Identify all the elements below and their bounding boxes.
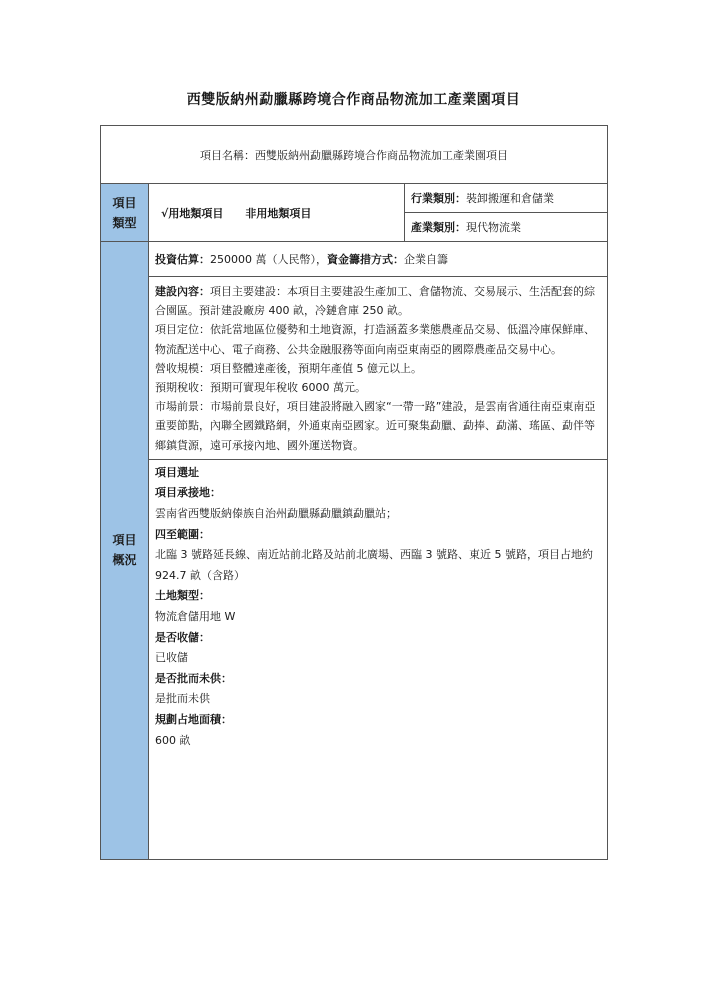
land-type-value: 物流倉儲用地 W xyxy=(155,609,236,623)
market-paragraph: 市場前景：市場前景良好，項目建設將融入國家“一帶一路”建設，是雲南省通往南亞東南亞重要節點，內聯全國鐵路網，外通東南亞國家。近可聚集勐臘、勐捧、勐滿、瑤區、勐伴等鄉鎮貨源，遠可承接內地、國外運送物資。 xyxy=(155,400,596,452)
document-title: 西雙版納州勐臘縣跨境合作商品物流加工產業園項目 xyxy=(186,92,521,108)
project-table xyxy=(100,125,608,860)
construction-content-cell xyxy=(149,277,608,460)
boundary-value: 北臨 3 號路延長線、南近站前北路及站前北廣場、西臨 3 號路、東近 5 號路，項目占地約 924.7 畝（含路） xyxy=(155,548,593,582)
project-name-label: 項目名稱： xyxy=(200,148,255,162)
acquired-label: 是否收儲： xyxy=(155,630,210,644)
project-type-options xyxy=(149,184,405,242)
project-name-cell xyxy=(101,126,608,184)
investment-row xyxy=(101,242,608,277)
approved-not-supplied-label: 是否批而未供： xyxy=(155,671,232,685)
construction-value: 項目主要建設：本項目主要建設生產加工、倉儲物流、交易展示、生活配套的綜合園區。預計建設廠房 400 畝，冷鏈倉庫 250 畝。 xyxy=(155,285,595,318)
project-name-row xyxy=(101,126,608,184)
sector-category-cell xyxy=(405,213,608,242)
nonland-project-option: 非用地類項目 xyxy=(245,206,312,220)
acquired-value: 已收儲 xyxy=(155,651,188,665)
approved-not-supplied-value: 是批而未供 xyxy=(155,692,210,706)
project-type-row-1 xyxy=(101,184,608,213)
tax-paragraph: 預期稅收：預期可實現年稅收 6000 萬元。 xyxy=(155,381,366,395)
investment-cell xyxy=(149,242,608,277)
project-type-side-label: 項目 類型 xyxy=(101,184,149,242)
positioning-paragraph: 項目定位：依託當地區位優勢和土地資源，打造涵蓋多業態農產品交易、低溫冷庫保鮮庫、物流配送中心、電子商務、公共金融服務等面向南亞東南亞的國際農產品交易中心。 xyxy=(155,323,595,356)
construction-paragraph xyxy=(155,282,601,320)
site-selection-cell xyxy=(149,459,608,859)
construction-row xyxy=(101,277,608,460)
site-row xyxy=(101,459,608,859)
site-heading: 項目選址 xyxy=(155,465,199,479)
planned-area-label: 規劃占地面積： xyxy=(155,712,232,726)
land-type-label: 土地類型： xyxy=(155,589,210,603)
project-overview-side-label: 項目 概況 xyxy=(101,242,149,860)
project-name-value: 西雙版納州勐臘縣跨境合作商品物流加工產業園項目 xyxy=(255,148,508,162)
revenue-paragraph: 營收規模：項目整體達產後，預期年產值 5 億元以上。 xyxy=(155,361,422,375)
host-location-value: 雲南省西雙版納傣族自治州勐臘縣勐臘鎮勐臘站； xyxy=(155,507,397,521)
sector-category-label: 產業類別： xyxy=(411,221,466,234)
industry-category-value: 裝卸搬運和倉儲業 xyxy=(466,192,554,205)
host-location-label: 項目承接地： xyxy=(155,486,221,500)
sector-category-value: 現代物流業 xyxy=(466,221,521,234)
industry-category-label: 行業類別： xyxy=(411,192,466,205)
boundary-label: 四至範圍： xyxy=(155,527,210,541)
funding-label: 資金籌措方式： xyxy=(327,253,404,266)
investment-label: 投資估算： xyxy=(155,253,210,266)
planned-area-value: 600 畝 xyxy=(155,733,191,747)
industry-category-cell xyxy=(405,184,608,213)
land-project-option: √用地類項目 xyxy=(161,206,224,220)
construction-label: 建設內容： xyxy=(155,285,210,298)
investment-value: 250000 萬（人民幣）， xyxy=(210,253,327,266)
funding-value: 企業自籌 xyxy=(404,253,448,266)
